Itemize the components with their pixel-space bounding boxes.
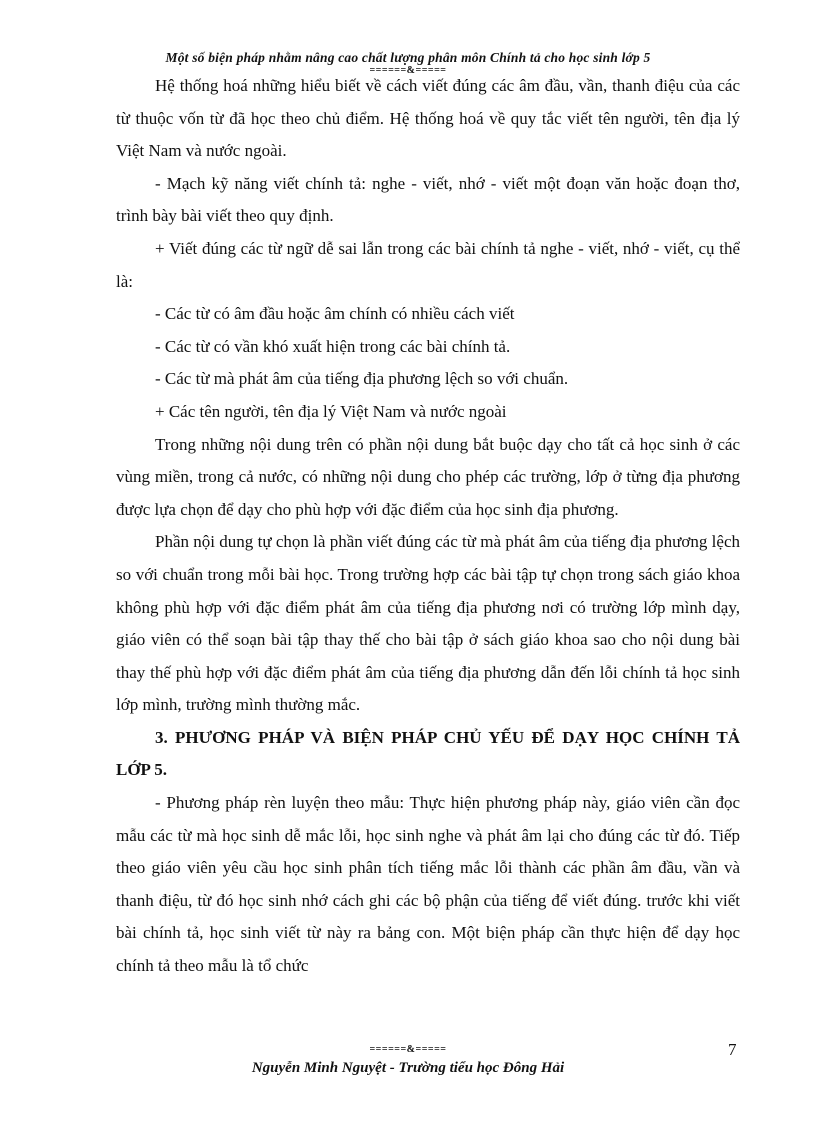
paragraph-model-method: - Phương pháp rèn luyện theo mẫu: Thực hiện phương pháp này, giáo viên cần đọc mẫu các từ mà học sinh dễ mắc lỗi, học sinh nghe và phát âm lại cho đúng các từ đó. Tiếp theo giáo viên yêu cầu học sinh phân tích tiếng mắc lỗi thành các phần âm đầu, vần và thanh điệu, từ đó học sinh nhớ cách ghi các bộ phận của tiếng để viết đúng. trước khi viết bài chính tả, học sinh viết từ này ra bảng con. Một biện pháp cần thực hiện để dạy học chính tả theo mẫu là tổ chức (116, 793, 740, 976)
page-number: 7 (728, 1040, 737, 1059)
paragraph-skill-strand: - Mạch kỹ năng viết chính tả: nghe - viết, nhớ - viết một đoạn văn hoặc đoạn thơ, trình bày bài viết theo quy định. (116, 173, 740, 226)
paragraph-required-content: Trong những nội dung trên có phần nội dung bắt buộc dạy cho tất cả học sinh ở các vùng miền, trong cả nước, có những nội dung cho phép các trường, lớp ở từng địa phương được lựa chọn để dạy cho phù hợp với đặc điểm của học sinh địa phương. (116, 434, 740, 519)
list-item-proper-names: + Các tên người, tên địa lý Việt Nam và nước ngoài (155, 401, 507, 421)
paragraph-optional-content: Phần nội dung tự chọn là phần viết đúng các từ mà phát âm của tiếng địa phương lệch so với chuẩn trong mỗi bài học. Trong trường hợp các bài tập tự chọn trong sách giáo khoa không phù hợp với đặc điểm phát âm của tiếng địa phương nơi có trường lớp mình dạy, giáo viên có thể soạn bài tập thay thế cho bài tập ở sách giáo khoa sao cho nội dung bài thay thế phù hợp với đặc điểm phát âm của tiếng địa phương dẫn đến lỗi chính tả học sinh lớp mình, trường mình thường mắc. (116, 532, 740, 715)
list-item-local-pronunciation: - Các từ mà phát âm của tiếng địa phương lệch so với chuẩn. (155, 369, 569, 389)
list-item-difficult-rhymes: - Các từ có vần khó xuất hiện trong các bài chính tả. (155, 336, 511, 356)
running-footer: Nguyễn Minh Nguyệt - Trường tiểu học Đông Hải (251, 1060, 565, 1076)
paragraph-systematize: Hệ thống hoá những hiểu biết về cách viết đúng các âm đầu, vần, thanh điệu của các từ thuộc vốn từ đã học theo chủ điểm. Hệ thống hoá về quy tắc viết tên người, tên địa lý Việt Nam và nước ngoài. (116, 76, 740, 161)
header-divider: ======&===== (369, 65, 447, 76)
paragraph-write-correctly: + Viết đúng các từ ngữ dễ sai lẫn trong các bài chính tả nghe - viết, nhớ - viết, cụ thể là: (116, 238, 740, 291)
section-heading: 3. PHƯƠNG PHÁP VÀ BIỆN PHÁP CHỦ YẾU ĐỂ DẠY HỌC CHÍNH TẢ LỚP 5. (116, 727, 740, 780)
document-body (116, 70, 740, 983)
footer-divider: ======&===== (369, 1044, 447, 1055)
list-item-initial-sounds: - Các từ có âm đầu hoặc âm chính có nhiều cách viết (155, 304, 515, 324)
running-header: Một số biện pháp nhằm nâng cao chất lượng phân môn Chính tả cho học sinh lớp 5 (165, 50, 651, 65)
